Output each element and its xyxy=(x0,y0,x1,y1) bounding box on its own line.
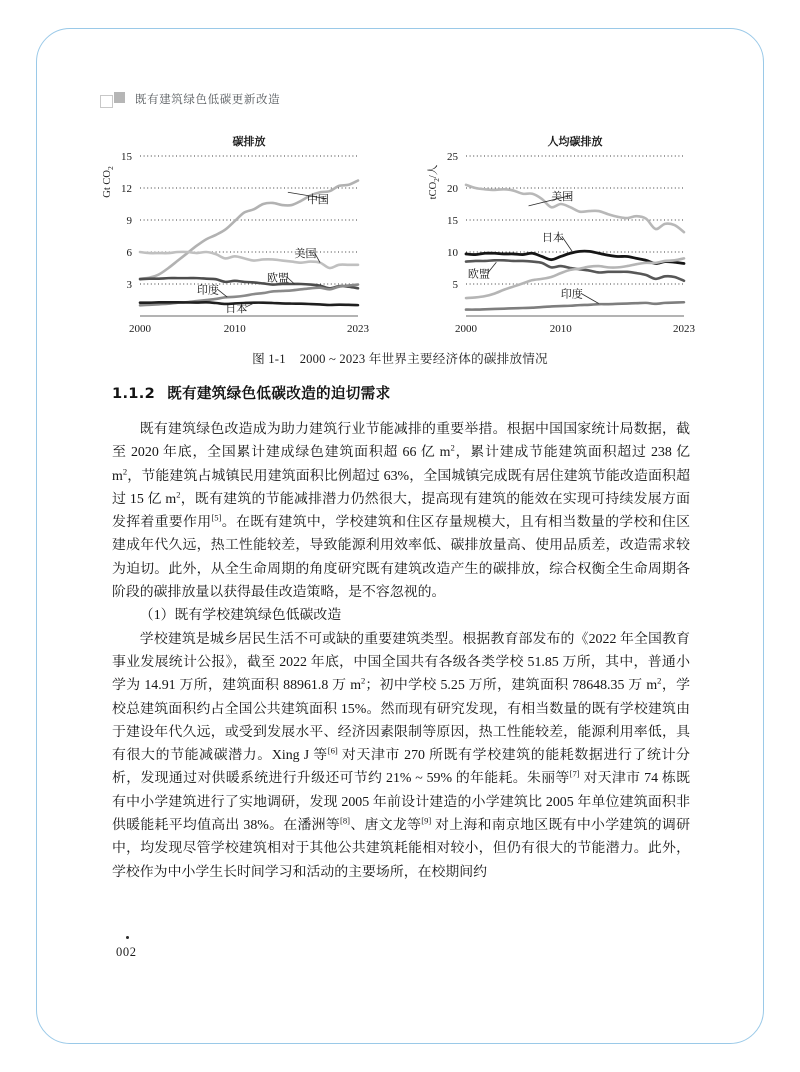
figure-caption xyxy=(60,348,740,367)
series-label: 印度 xyxy=(560,287,583,301)
x-tick-label: 2023 xyxy=(673,323,695,335)
y-axis-label xyxy=(426,164,441,199)
header-square-outline-icon xyxy=(100,95,113,108)
section-heading xyxy=(112,382,390,403)
folio-dot xyxy=(126,936,129,939)
y-axis-label xyxy=(102,166,115,198)
chart-title: 碳排放 xyxy=(232,135,266,148)
body-text xyxy=(112,418,690,884)
x-tick-label: 2010 xyxy=(549,323,572,335)
paragraph: （1）既有学校建筑绿色低碳改造 xyxy=(139,608,342,624)
y-tick-label: 10 xyxy=(447,247,458,259)
chart-left xyxy=(102,134,370,335)
series-line xyxy=(466,302,684,309)
svg-text:tCO2/人: tCO$_2$/人 xyxy=(428,164,441,200)
y-tick-label: 20 xyxy=(447,183,458,195)
series-label: 日本 xyxy=(225,301,248,315)
section-number: 1.1.2 xyxy=(112,385,156,402)
x-tick-label: 2000 xyxy=(129,323,151,335)
page-number: 002 xyxy=(116,945,137,959)
x-tick-label: 2000 xyxy=(455,323,477,335)
x-tick-label: 2010 xyxy=(223,323,246,335)
y-tick-label: 12 xyxy=(121,183,132,195)
running-header xyxy=(100,88,660,110)
book-page xyxy=(60,52,740,1020)
figure-svg xyxy=(68,130,732,352)
annotation-leader xyxy=(581,293,599,303)
figure-carbon-emissions xyxy=(68,130,732,352)
header-square-solid-icon xyxy=(114,92,125,103)
series-label: 美国 xyxy=(551,189,574,203)
y-tick-label: 25 xyxy=(447,151,458,163)
series-line xyxy=(140,278,358,288)
y-tick-label: 15 xyxy=(447,215,458,227)
figure-caption-text: 2000 ~ 2023 年世界主要经济体的碳排放情况 xyxy=(299,352,548,366)
series-label: 中国 xyxy=(306,193,329,207)
chart-right xyxy=(426,134,696,335)
y-tick-label: 15 xyxy=(121,151,132,163)
y-tick-label: 5 xyxy=(452,279,458,291)
y-tick-label: 3 xyxy=(126,279,132,291)
x-tick-label: 2023 xyxy=(347,323,369,335)
paragraph: 学校建筑是城乡居民生活不可或缺的重要建筑类型。根据教育部发布的《2022 年全国教育事业发展统计公报》，截至 2022 年底，中国全国共有各级各类学校 51.85 万所，其中，普通小学为 14.91 万所，建筑面积 88961.8 万 $m^2$；初中学校 5.25 万所，建筑面积 78648.35 万 $m^2$，学校总建筑面积约占全国公共建筑面积 15%。然而现有研究发现，有相当数量的既有学校建筑由于建设年代久远，或受到发展水平、经济因素限制等原因，热工性能较差，能源利用率低，具有很大的节能减碳潜力。Xing J 等[6] 对天津市 270 所既有学校建筑的能耗数据进行了统计分析，发现通过对供暖系统进行升级还可节约 21% ~ 59% 的年能耗。朱丽等[7] 对天津市 74 栋既有中小学建筑进行了实地调研，发现 2005 年前设计建造的小学建筑比 2005 年单位建筑面积非供暖能耗平均值高出 38%。在潘洲等[8]、唐文龙等[9] 对上海和南京地区既有中小学建筑的调研中，均发现尽管学校建筑相对于其他公共建筑耗能相对较小，但仍有很大的节能潜力。此外，学校作为中小学生长时间学习和活动的主要场所，在校期间约 xyxy=(112,631,690,880)
svg-text:Gt CO2: Gt $CO_2$ xyxy=(102,166,115,198)
series-line xyxy=(466,185,684,232)
series-label: 欧盟 xyxy=(267,271,290,285)
series-label: 美国 xyxy=(294,247,317,261)
y-tick-label: 6 xyxy=(126,247,132,259)
chart-title: 人均碳排放 xyxy=(547,135,603,148)
header-title: 既有建筑绿色低碳更新改造 xyxy=(135,92,281,106)
series-label: 印度 xyxy=(196,283,219,297)
series-label: 欧盟 xyxy=(467,267,490,281)
paragraph: 既有建筑绿色改造成为助力建筑行业节能减排的重要举措。根据中国国家统计局数据，截至 2020 年底，全国累计建成绿色建筑面积超 66 亿 $m^2$，累计建成节能建筑面积超过 238 亿 $m^2$，节能建筑占城镇民用建筑面积比例超过 63%，全国城镇完成既有居住建筑节能改造面积超过 15 亿 $m^2$，既有建筑的节能减排潜力仍然很大，提高现有建筑的能效在实现可持续发展方面发挥着重要作用[5]。在既有建筑中，学校建筑和住区存量规模大，且有相当数量的学校和住区建成年代久远，热工性能较差，导致能源利用效率低、碳排放量高、使用品质差，改造需求较为迫切。此外，从全生命周期的角度研究既有建筑改造产生的碳排放，综合权衡全生命周期各阶段的碳排放量以获得最佳改造策略，是不容忽视的。 xyxy=(112,422,690,601)
section-title: 既有建筑绿色低碳改造的迫切需求 xyxy=(167,385,391,402)
series-label: 日本 xyxy=(541,230,564,244)
figure-caption-number: 图 1-1 xyxy=(252,352,286,366)
y-tick-label: 9 xyxy=(126,215,132,227)
